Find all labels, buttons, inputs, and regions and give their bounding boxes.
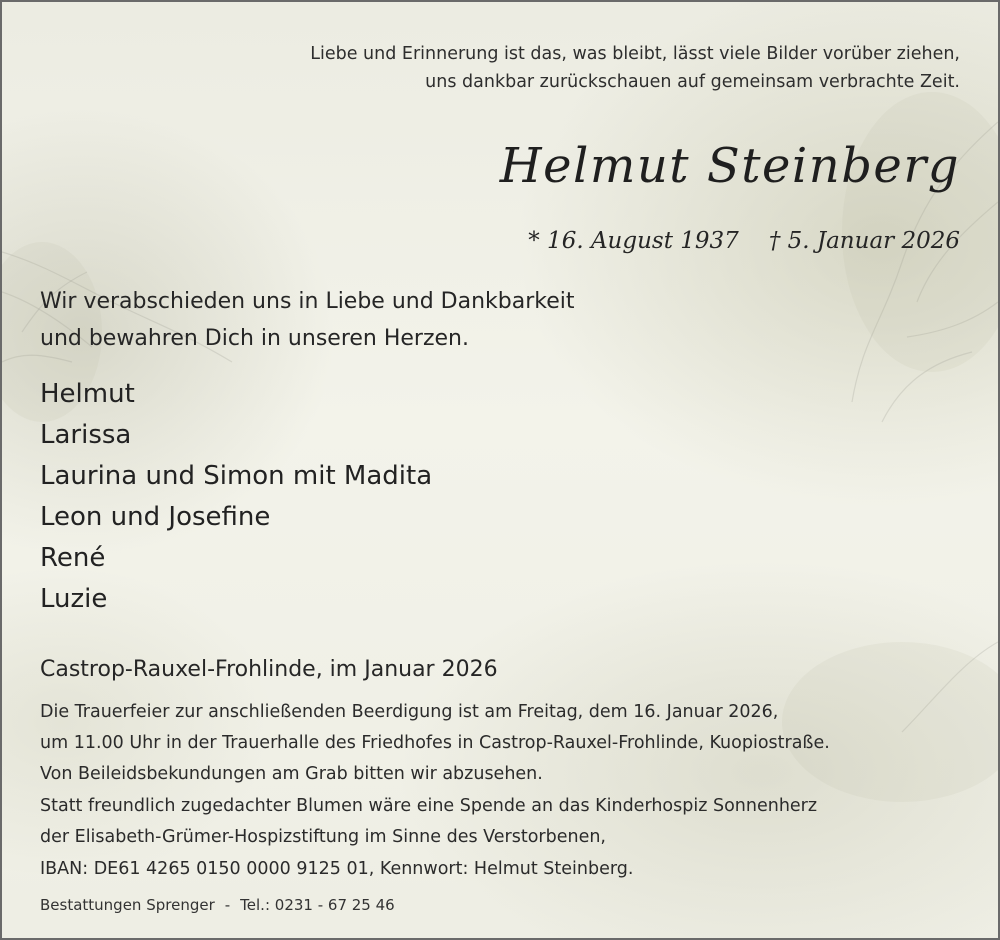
farewell-line-1: Wir verabschieden uns in Liebe und Dankbarkeit — [40, 289, 575, 314]
deceased-name: Helmut Steinberg — [499, 138, 960, 194]
funeral-info-line: um 11.00 Uhr in der Trauerhalle des Friedhofes in Castrop-Rauxel-Frohlinde, Kuopiostraße. — [40, 733, 830, 753]
mourner-name: René — [40, 543, 106, 573]
birth-date: * 16. August 1937 — [528, 228, 739, 254]
quote-line-2: uns dankbar zurückschauen auf gemeinsam verbrachte Zeit. — [425, 72, 960, 92]
funeral-info-line: Von Beileidsbekundungen am Grab bitten wir abzusehen. — [40, 764, 543, 784]
funeral-info-line: IBAN: DE61 4265 0150 0000 9125 01, Kennwort: Helmut Steinberg. — [40, 859, 634, 879]
undertaker-phone: Tel.: 0231 - 67 25 46 — [240, 896, 395, 914]
funeral-info-line: der Elisabeth-Grümer-Hospizstiftung im Sinne des Verstorbenen, — [40, 827, 606, 847]
place-and-date: Castrop-Rauxel-Frohlinde, im Januar 2026 — [40, 657, 498, 682]
mourner-name: Laurina und Simon mit Madita — [40, 461, 433, 491]
quote-line-1: Liebe und Erinnerung ist das, was bleibt, lässt viele Bilder vorüber ziehen, — [310, 44, 960, 64]
funeral-info-line: Statt freundlich zugedachter Blumen wäre eine Spende an das Kinderhospiz Sonnenherz — [40, 796, 818, 816]
mourner-name: Larissa — [40, 420, 132, 450]
footer-separator: - — [224, 896, 231, 914]
mourner-name: Helmut — [40, 379, 135, 409]
life-dates — [528, 228, 960, 254]
mourner-name: Luzie — [40, 584, 108, 614]
death-date: † 5. Januar 2026 — [768, 228, 960, 254]
undertaker-name: Bestattungen Sprenger — [40, 896, 215, 914]
undertaker-footer — [40, 896, 395, 914]
funeral-info-line: Die Trauerfeier zur anschließenden Beerdigung ist am Freitag, dem 16. Januar 2026, — [40, 702, 779, 722]
mourner-name: Leon und Josefine — [40, 502, 271, 532]
farewell-line-2: und bewahren Dich in unseren Herzen. — [40, 326, 469, 351]
